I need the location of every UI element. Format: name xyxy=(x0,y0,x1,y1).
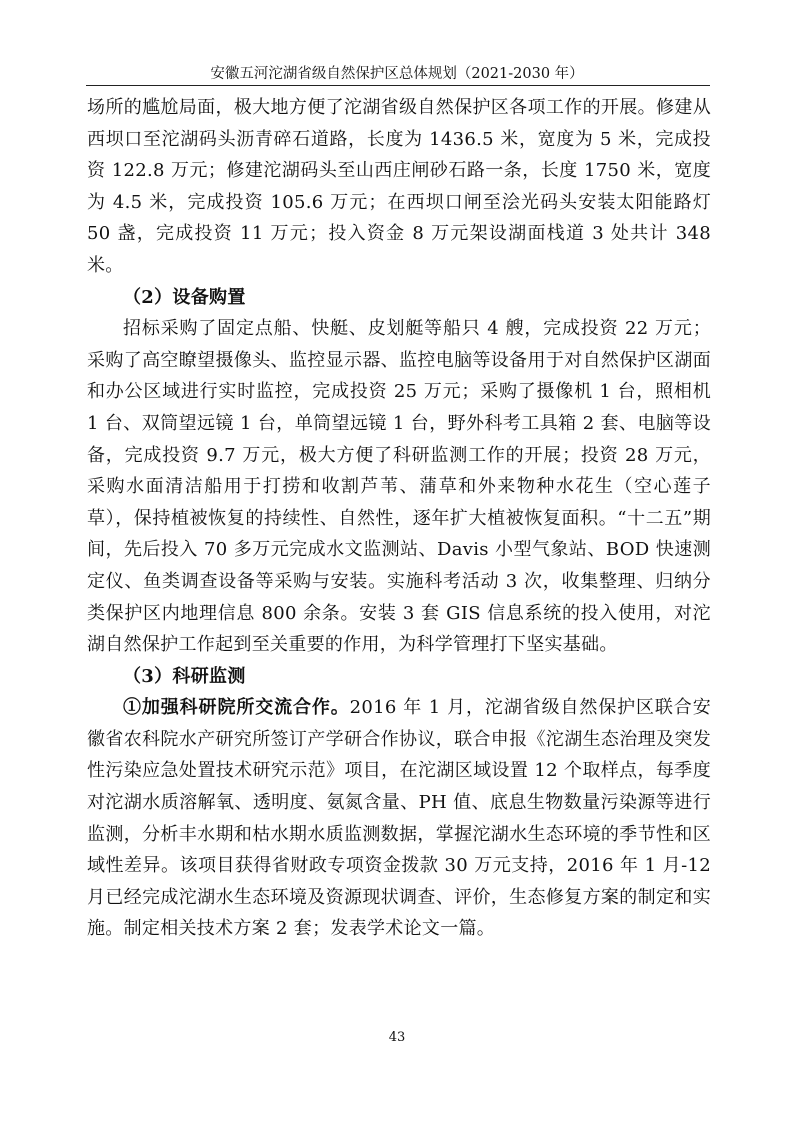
section-heading-equipment: （2）设备购置 xyxy=(123,286,246,308)
running-header: 安徽五河沱湖省级自然保护区总体规划（2021-2030 年） xyxy=(210,66,584,82)
page-number: 43 xyxy=(388,1030,406,1045)
paragraph-research xyxy=(87,692,711,945)
section-heading-research: （3）科研监测 xyxy=(123,665,246,687)
header-divider xyxy=(86,85,710,86)
page-body xyxy=(87,92,711,945)
paragraph-lead-bold: ①加强科研院所交流合作。 xyxy=(123,697,350,719)
paragraph-research-text: 2016 年 1 月，沱湖省级自然保护区联合安徽省农科院水产研究所签订产学研合作协议，联合申报《沱湖生态治理及突发性污染应急处置技术研究示范》项目，在沱湖区域设置 12 个取样点，每季度对沱湖水质溶解氧、透明度、氨氮含量、PH 值、底息生物数量污染源等进行监测，分析丰水期和枯水期水质监测数据，掌握沱湖水生态环境的季节性和区域性差异。该项目获得省财政专项资金拨款 30 万元支持，2016 年 1 月-12 月已经完成沱湖水生态环境及资源现状调查、评价，生态修复方案的制定和实施。制定相关技术方案 2 套；发表学术论文一篇。 xyxy=(87,697,711,940)
paragraph-continued: 场所的尴尬局面，极大地方便了沱湖省级自然保护区各项工作的开展。修建从西坝口至沱湖码头沥青碎石道路，长度为 1436.5 米，宽度为 5 米，完成投资 122.8 万元；修建沱湖码头至山西庄闸砂石路一条，长度 1750 米，宽度为 4.5 米，完成投资 105.6 万元；在西坝口闸至浍光码头安装太阳能路灯 50 盏，完成投资 11 万元；投入资金 8 万元架设湖面栈道 3 处共计 348 米。 xyxy=(87,97,711,276)
paragraph-equipment: 招标采购了固定点船、快艇、皮划艇等船只 4 艘，完成投资 22 万元；采购了高空瞭望摄像头、监控显示器、监控电脑等设备用于对自然保护区湖面和办公区域进行实时监控，完成投资 25 万元；采购了摄像机 1 台，照相机 1 台、双筒望远镜 1 台，单筒望远镜 1 台，野外科考工具箱 2 套、电脑等设备，完成投资 9.7 万元，极大方便了科研监测工作的开展；投资 28 万元，采购水面清洁船用于打捞和收割芦苇、蒲草和外来物种水花生（空心莲子草），保持植被恢复的持续性、自然性，逐年扩大植被恢复面积。“十二五”期间，先后投入 70 多万元完成水文监测站、Davis 小型气象站、BOD 快速测定仪、鱼类调查设备等采购与安装。实施科考活动 3 次，收集整理、归纳分类保护区内地理信息 800 余条。安装 3 套 GIS 信息系统的投入使用，对沱湖自然保护工作起到至关重要的作用，为科学管理打下坚实基础。 xyxy=(87,318,711,656)
